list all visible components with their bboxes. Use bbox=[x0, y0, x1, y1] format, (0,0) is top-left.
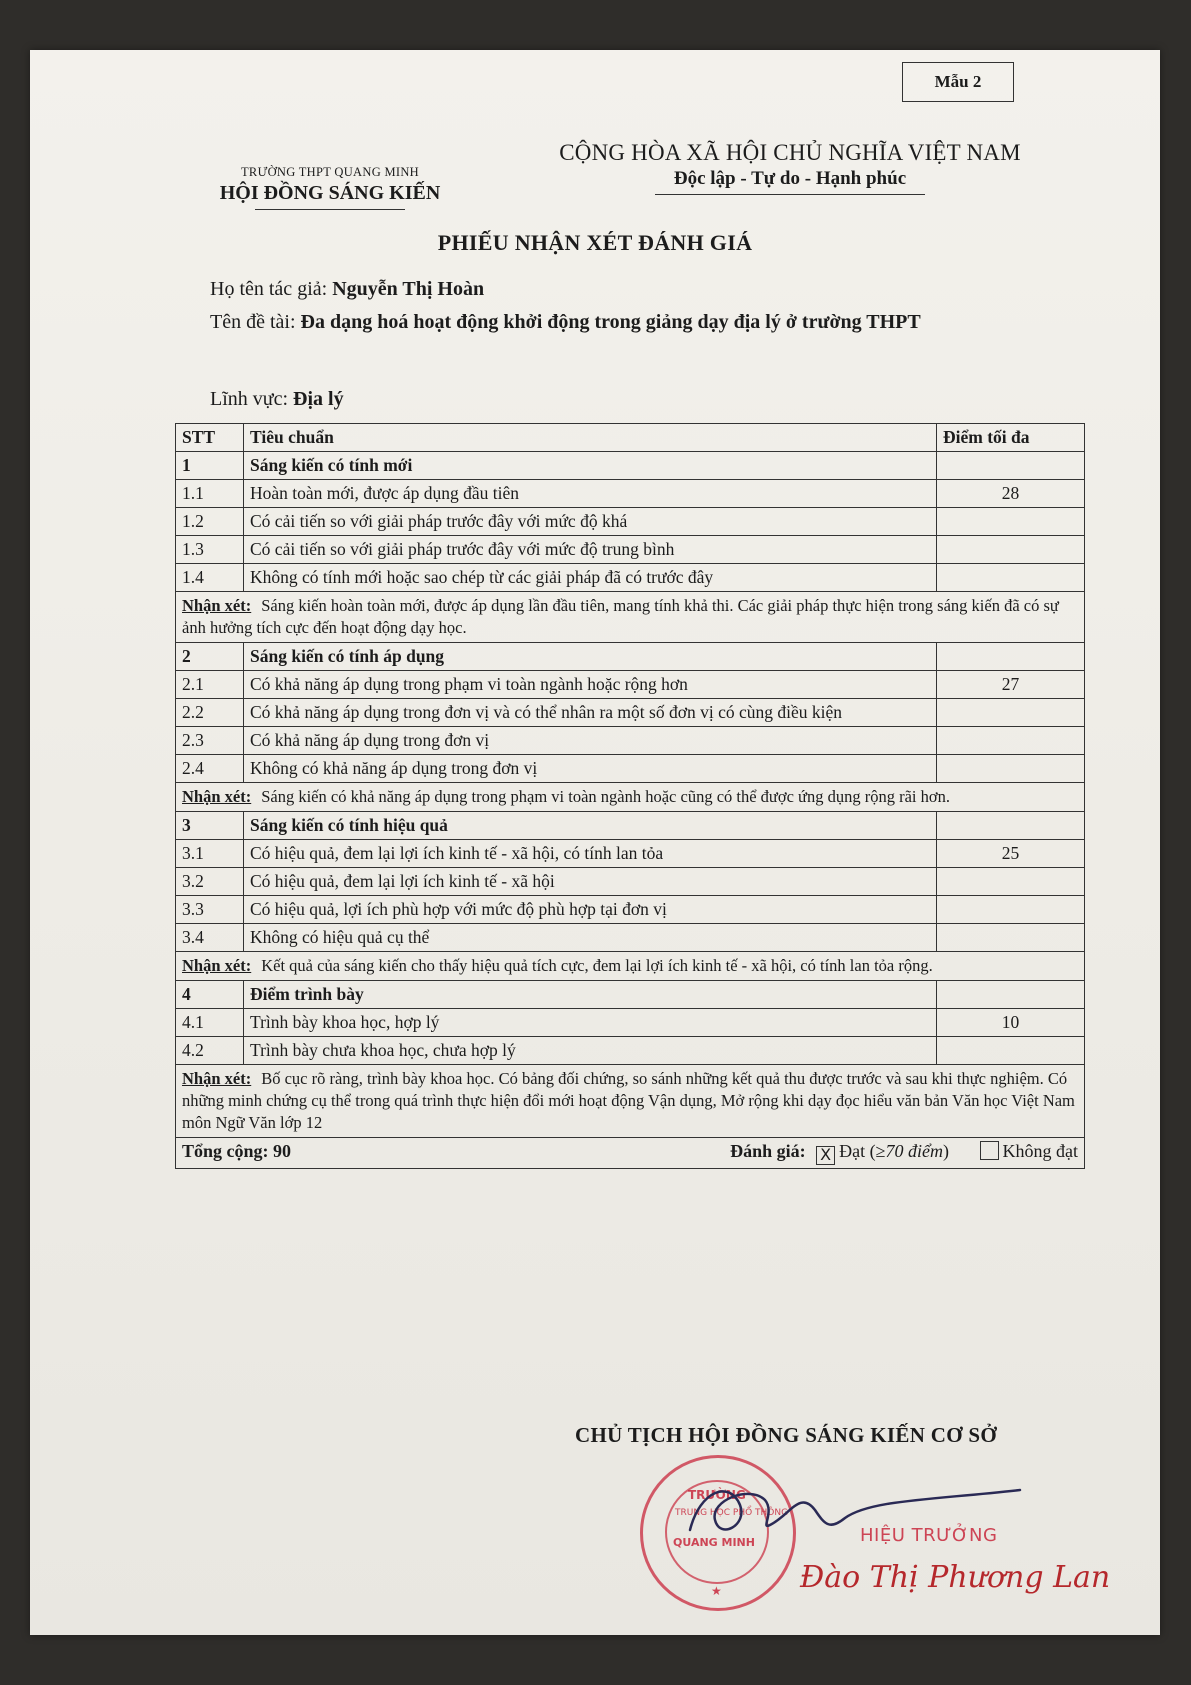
comment-text: Bố cục rõ ràng, trình bày khoa học. Có bảng đối chứng, so sánh những kết quả thu được trước và sau khi thực nghiệm. Có những minh chứng cụ thể trong quá trình thực hiện đổi mới hoạt động Vận dụng, Mở rộng khi dạy đọc hiểu văn bản Văn học Việt Nam môn Ngữ Văn lớp 12 bbox=[182, 1069, 1075, 1132]
evaluation bbox=[730, 1141, 1078, 1165]
pass-label: Đạt (≥ bbox=[839, 1141, 886, 1161]
criterion-text: Có khả năng áp dụng trong phạm vi toàn ngành hoặc rộng hơn bbox=[244, 671, 937, 699]
criterion-number: 2.2 bbox=[176, 699, 244, 727]
criterion-number: 2.4 bbox=[176, 755, 244, 783]
criterion-row bbox=[176, 480, 1085, 508]
criterion-score bbox=[937, 924, 1085, 952]
comment-label: Nhận xét: bbox=[182, 1069, 252, 1088]
criterion-number: 1.1 bbox=[176, 480, 244, 508]
pass-label-close: ) bbox=[943, 1141, 949, 1161]
field-name: Địa lý bbox=[293, 388, 344, 410]
section-title: Sáng kiến có tính áp dụng bbox=[244, 643, 937, 671]
comment-text: Sáng kiến có khả năng áp dụng trong phạm vi toàn ngành hoặc cũng có thể được ứng dụng rộng rãi hơn. bbox=[261, 787, 950, 806]
signer-name: Đào Thị Phương Lan bbox=[800, 1560, 1111, 1595]
author-name: Nguyễn Thị Hoàn bbox=[332, 278, 485, 300]
document-page bbox=[30, 50, 1160, 1635]
criterion-text: Có cải tiến so với giải pháp trước đây với mức độ khá bbox=[244, 508, 937, 536]
criteria-table-body bbox=[176, 424, 1085, 1138]
table-header-row bbox=[176, 424, 1085, 452]
criterion-score: 25 bbox=[937, 840, 1085, 868]
criterion-text: Có cải tiến so với giải pháp trước đây với mức độ trung bình bbox=[244, 536, 937, 564]
stamp-text-2: TRUNG HỌC PHỔ THÔNG bbox=[675, 1508, 789, 1518]
stamp-text-3: QUANG MINH bbox=[673, 1536, 755, 1549]
header-right-rule bbox=[655, 194, 925, 195]
header-right bbox=[510, 140, 1070, 195]
criterion-text: Có khả năng áp dụng trong đơn vị bbox=[244, 727, 937, 755]
national-motto: Độc lập - Tự do - Hạnh phúc bbox=[673, 168, 907, 189]
criterion-number: 2.1 bbox=[176, 671, 244, 699]
total-score: Tổng cộng: 90 bbox=[182, 1141, 292, 1161]
criterion-row bbox=[176, 1037, 1085, 1065]
section-score-cell bbox=[937, 452, 1085, 480]
total-cell bbox=[176, 1138, 1085, 1169]
criterion-score bbox=[937, 868, 1085, 896]
criterion-row bbox=[176, 536, 1085, 564]
section-row bbox=[176, 452, 1085, 480]
criterion-text: Có hiệu quả, đem lại lợi ích kinh tế - xã hội, có tính lan tỏa bbox=[244, 840, 937, 868]
section-row bbox=[176, 643, 1085, 671]
criterion-number: 3.2 bbox=[176, 868, 244, 896]
criteria-table-footer bbox=[176, 1138, 1085, 1169]
header-stt: STT bbox=[176, 424, 244, 452]
criterion-number: 4.2 bbox=[176, 1037, 244, 1065]
comment-label: Nhận xét: bbox=[182, 956, 252, 975]
section-row bbox=[176, 812, 1085, 840]
criterion-number: 4.1 bbox=[176, 1009, 244, 1037]
criterion-number: 3.1 bbox=[176, 840, 244, 868]
criterion-score bbox=[937, 564, 1085, 592]
criterion-text: Không có khả năng áp dụng trong đơn vị bbox=[244, 755, 937, 783]
criterion-row bbox=[176, 699, 1085, 727]
criterion-row bbox=[176, 508, 1085, 536]
criterion-row bbox=[176, 727, 1085, 755]
criterion-text: Có hiệu quả, đem lại lợi ích kinh tế - xã hội bbox=[244, 868, 937, 896]
field-line bbox=[210, 385, 344, 413]
author-line bbox=[210, 275, 484, 303]
criterion-text: Có hiệu quả, lợi ích phù hợp với mức độ phù hợp tại đơn vị bbox=[244, 896, 937, 924]
criterion-row bbox=[176, 671, 1085, 699]
header-left bbox=[200, 165, 460, 210]
comment-row bbox=[176, 1065, 1085, 1138]
field-label: Lĩnh vực: bbox=[210, 388, 289, 410]
comment-cell bbox=[176, 1065, 1085, 1138]
comment-row bbox=[176, 592, 1085, 643]
comment-label: Nhận xét: bbox=[182, 787, 252, 806]
header-criteria: Tiêu chuẩn bbox=[244, 424, 937, 452]
author-label: Họ tên tác giả: bbox=[210, 278, 328, 300]
criterion-text: Hoàn toàn mới, được áp dụng đầu tiên bbox=[244, 480, 937, 508]
section-title: Điểm trình bày bbox=[244, 981, 937, 1009]
form-number-box: Mẫu 2 bbox=[902, 62, 1014, 102]
principal-title: HIỆU TRƯỞNG bbox=[860, 1525, 998, 1546]
comment-cell bbox=[176, 783, 1085, 812]
criterion-row bbox=[176, 896, 1085, 924]
topic-name: Đa dạng hoá hoạt động khởi động trong giảng dạy địa lý ở trường THPT bbox=[300, 311, 921, 333]
criterion-row bbox=[176, 1009, 1085, 1037]
criterion-row bbox=[176, 564, 1085, 592]
criterion-score bbox=[937, 896, 1085, 924]
stamp-star-icon: ★ bbox=[711, 1584, 722, 1598]
criterion-score: 27 bbox=[937, 671, 1085, 699]
comment-label: Nhận xét: bbox=[182, 596, 252, 615]
comment-cell bbox=[176, 592, 1085, 643]
criterion-text: Không có tính mới hoặc sao chép từ các giải pháp đã có trước đây bbox=[244, 564, 937, 592]
section-number: 1 bbox=[176, 452, 244, 480]
nation-name: CỘNG HÒA XÃ HỘI CHỦ NGHĨA VIỆT NAM bbox=[559, 140, 1021, 165]
criterion-score bbox=[937, 755, 1085, 783]
comment-row bbox=[176, 952, 1085, 981]
section-title: Sáng kiến có tính hiệu quả bbox=[244, 812, 937, 840]
criterion-row bbox=[176, 924, 1085, 952]
criterion-score: 28 bbox=[937, 480, 1085, 508]
section-score-cell bbox=[937, 812, 1085, 840]
evaluation-label: Đánh giá: bbox=[730, 1141, 806, 1161]
criterion-row bbox=[176, 868, 1085, 896]
criterion-row bbox=[176, 840, 1085, 868]
topic-line bbox=[210, 308, 1080, 336]
criterion-score bbox=[937, 1037, 1085, 1065]
fail-label: Không đạt bbox=[1002, 1141, 1078, 1161]
section-score-cell bbox=[937, 981, 1085, 1009]
criterion-score: 10 bbox=[937, 1009, 1085, 1037]
section-score-cell bbox=[937, 643, 1085, 671]
comment-cell bbox=[176, 952, 1085, 981]
criterion-text: Trình bày chưa khoa học, chưa hợp lý bbox=[244, 1037, 937, 1065]
pass-checkbox[interactable]: X bbox=[816, 1146, 835, 1165]
criterion-row bbox=[176, 755, 1085, 783]
document-title: PHIẾU NHẬN XÉT ĐÁNH GIÁ bbox=[437, 230, 753, 255]
criterion-text: Có khả năng áp dụng trong đơn vị và có thể nhân ra một số đơn vị có cùng điều kiện bbox=[244, 699, 937, 727]
comment-row bbox=[176, 783, 1085, 812]
school-name: TRƯỜNG THPT QUANG MINH bbox=[241, 165, 419, 179]
pass-threshold: 70 điểm bbox=[885, 1141, 943, 1161]
criterion-score bbox=[937, 508, 1085, 536]
section-row bbox=[176, 981, 1085, 1009]
criterion-number: 3.4 bbox=[176, 924, 244, 952]
criterion-score bbox=[937, 699, 1085, 727]
criterion-score bbox=[937, 536, 1085, 564]
criterion-number: 1.4 bbox=[176, 564, 244, 592]
criterion-number: 3.3 bbox=[176, 896, 244, 924]
total-row bbox=[176, 1138, 1085, 1169]
stamp-text-1: TRƯỜNG bbox=[688, 1488, 746, 1502]
criterion-number: 2.3 bbox=[176, 727, 244, 755]
section-number: 2 bbox=[176, 643, 244, 671]
criterion-number: 1.3 bbox=[176, 536, 244, 564]
section-number: 3 bbox=[176, 812, 244, 840]
criterion-score bbox=[937, 727, 1085, 755]
fail-checkbox[interactable] bbox=[980, 1141, 999, 1160]
header-max-score: Điểm tối đa bbox=[937, 424, 1085, 452]
header-left-rule bbox=[255, 209, 405, 210]
comment-text: Sáng kiến hoàn toàn mới, được áp dụng lần đầu tiên, mang tính khả thi. Các giải pháp thực hiện trong sáng kiến đã có sự ảnh hưởng tích cực đến hoạt động dạy học. bbox=[182, 596, 1059, 637]
criterion-text: Không có hiệu quả cụ thể bbox=[244, 924, 937, 952]
topic-label: Tên đề tài: bbox=[210, 311, 296, 333]
criterion-text: Trình bày khoa học, hợp lý bbox=[244, 1009, 937, 1037]
section-title: Sáng kiến có tính mới bbox=[244, 452, 937, 480]
chairman-title: CHỦ TỊCH HỘI ĐỒNG SÁNG KIẾN CƠ SỞ bbox=[575, 1423, 997, 1447]
comment-text: Kết quả của sáng kiến cho thấy hiệu quả tích cực, đem lại lợi ích kinh tế - xã hội, có tính lan tỏa rộng. bbox=[261, 956, 933, 975]
council-name: HỘI ĐỒNG SÁNG KIẾN bbox=[219, 182, 441, 204]
criteria-table bbox=[175, 423, 1085, 1169]
criterion-number: 1.2 bbox=[176, 508, 244, 536]
section-number: 4 bbox=[176, 981, 244, 1009]
